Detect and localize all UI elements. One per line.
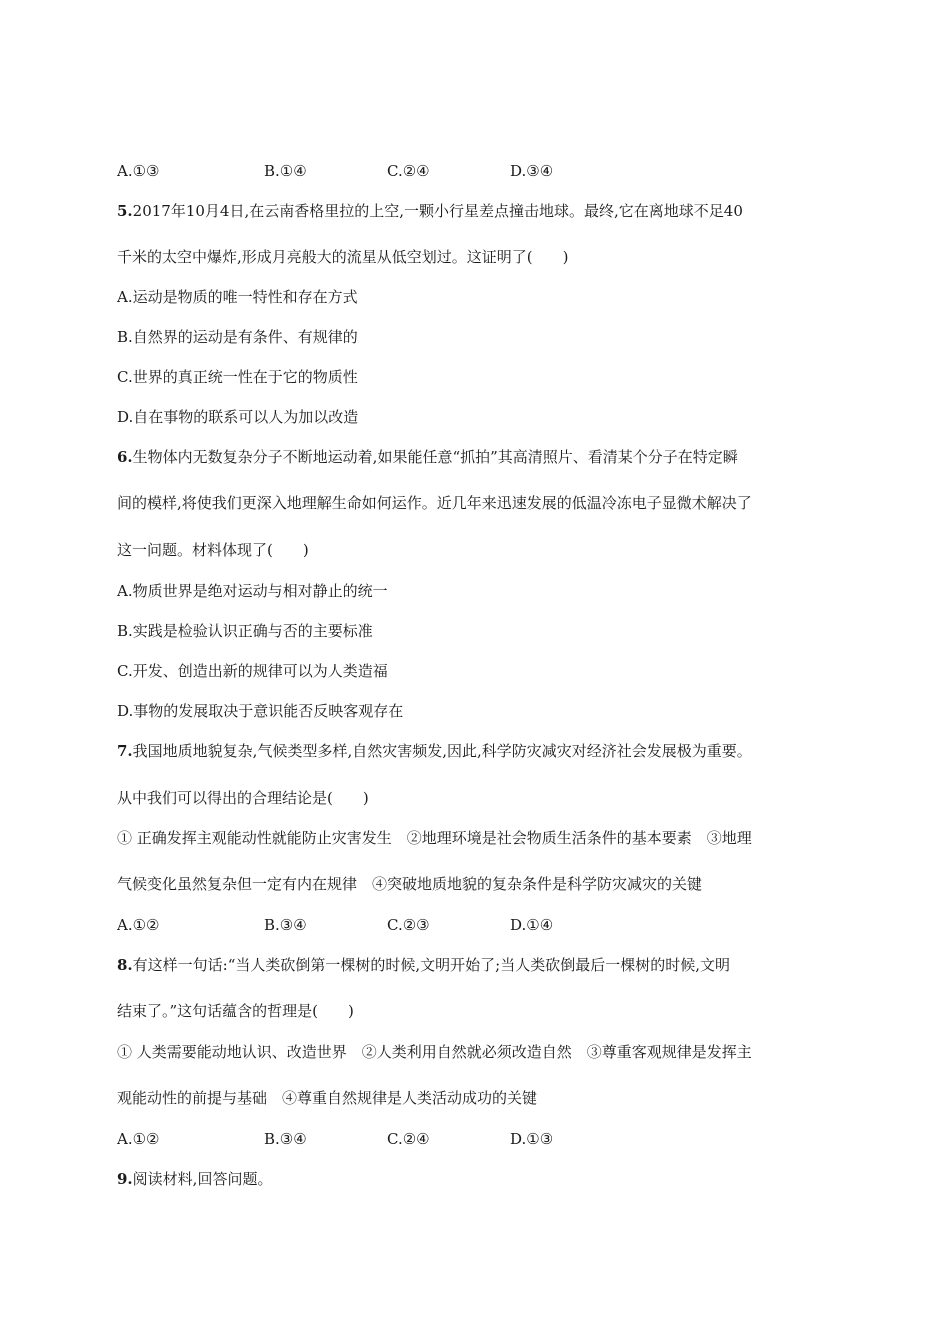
q4-option-b: B.①④ bbox=[264, 162, 307, 180]
q7-statements-line-2: 气候变化虽然复杂但一定有内在规律 ④突破地质地貌的复杂条件是科学防灾减灾的关键 bbox=[117, 875, 703, 893]
q6-stem-text-1: 生物体内无数复杂分子不断地运动着,如果能任意“抓拍”其高清照片、看清某个分子在特定瞬 bbox=[132, 448, 738, 466]
q5-stem-text-1: 2017年10月4日,在云南香格里拉的上空,一颗小行星差点撞击地球。最终,它在离地球不足40 bbox=[132, 202, 743, 220]
q6-stem-line-1 bbox=[117, 447, 738, 467]
q8-option-b: B.③④ bbox=[264, 1130, 307, 1148]
q9-stem-text: 阅读材料,回答问题。 bbox=[132, 1170, 273, 1188]
q6-option-c: C.开发、创造出新的规律可以为人类造福 bbox=[117, 662, 388, 680]
q5-option-d: D.自在事物的联系可以人为加以改造 bbox=[117, 408, 359, 426]
q7-option-b: B.③④ bbox=[264, 916, 307, 934]
q6-option-a: A.物质世界是绝对运动与相对静止的统一 bbox=[117, 582, 388, 600]
q9-stem bbox=[117, 1169, 272, 1189]
q8-option-c: C.②④ bbox=[387, 1130, 430, 1148]
q6-option-b: B.实践是检验认识正确与否的主要标准 bbox=[117, 622, 373, 640]
q4-option-d: D.③④ bbox=[510, 162, 554, 180]
q6-number: 6. bbox=[117, 448, 133, 466]
q7-stem-line-1 bbox=[117, 741, 752, 761]
q5-stem-line-1 bbox=[117, 201, 743, 221]
q4-option-c: C.②④ bbox=[387, 162, 430, 180]
q8-option-a: A.①② bbox=[117, 1130, 160, 1148]
q5-number: 5. bbox=[117, 202, 133, 220]
q8-statements-line-2: 观能动性的前提与基础 ④尊重自然规律是人类活动成功的关键 bbox=[117, 1089, 538, 1107]
q4-option-a: A.①③ bbox=[117, 162, 160, 180]
q8-statements-line-1: ① 人类需要能动地认识、改造世界 ②人类利用自然就必须改造自然 ③尊重客观规律是发挥主 bbox=[117, 1043, 752, 1061]
q8-option-d: D.①③ bbox=[510, 1130, 554, 1148]
q7-stem-text-1: 我国地质地貌复杂,气候类型多样,自然灾害频发,因此,科学防灾减灾对经济社会发展极为重要。 bbox=[132, 742, 752, 760]
q9-number: 9. bbox=[117, 1170, 133, 1188]
q7-stem-line-2: 从中我们可以得出的合理结论是( ) bbox=[117, 789, 369, 807]
q5-option-b: B.自然界的运动是有条件、有规律的 bbox=[117, 328, 358, 346]
q7-statements-line-1: ① 正确发挥主观能动性就能防止灾害发生 ②地理环境是社会物质生活条件的基本要素 ③地理 bbox=[117, 829, 752, 847]
q5-stem-line-2: 千米的太空中爆炸,形成月亮般大的流星从低空划过。这证明了( ) bbox=[117, 248, 569, 266]
q7-option-a: A.①② bbox=[117, 916, 160, 934]
q7-option-d: D.①④ bbox=[510, 916, 554, 934]
q5-option-a: A.运动是物质的唯一特性和存在方式 bbox=[117, 288, 358, 306]
q8-stem-line-2: 结束了。”这句话蕴含的哲理是( ) bbox=[117, 1002, 354, 1020]
q5-option-c: C.世界的真正统一性在于它的物质性 bbox=[117, 368, 358, 386]
q8-stem-text-1: 有这样一句话:“当人类砍倒第一棵树的时候,文明开始了;当人类砍倒最后一棵树的时候,文明 bbox=[132, 956, 730, 974]
q7-option-c: C.②③ bbox=[387, 916, 430, 934]
q6-stem-line-2: 间的模样,将使我们更深入地理解生命如何运作。近几年来迅速发展的低温冷冻电子显微术解决了 bbox=[117, 494, 752, 512]
q8-number: 8. bbox=[117, 956, 133, 974]
q6-stem-line-3: 这一问题。材料体现了( ) bbox=[117, 541, 309, 559]
q6-option-d: D.事物的发展取决于意识能否反映客观存在 bbox=[117, 702, 404, 720]
q7-number: 7. bbox=[117, 742, 133, 760]
q8-stem-line-1 bbox=[117, 955, 730, 975]
